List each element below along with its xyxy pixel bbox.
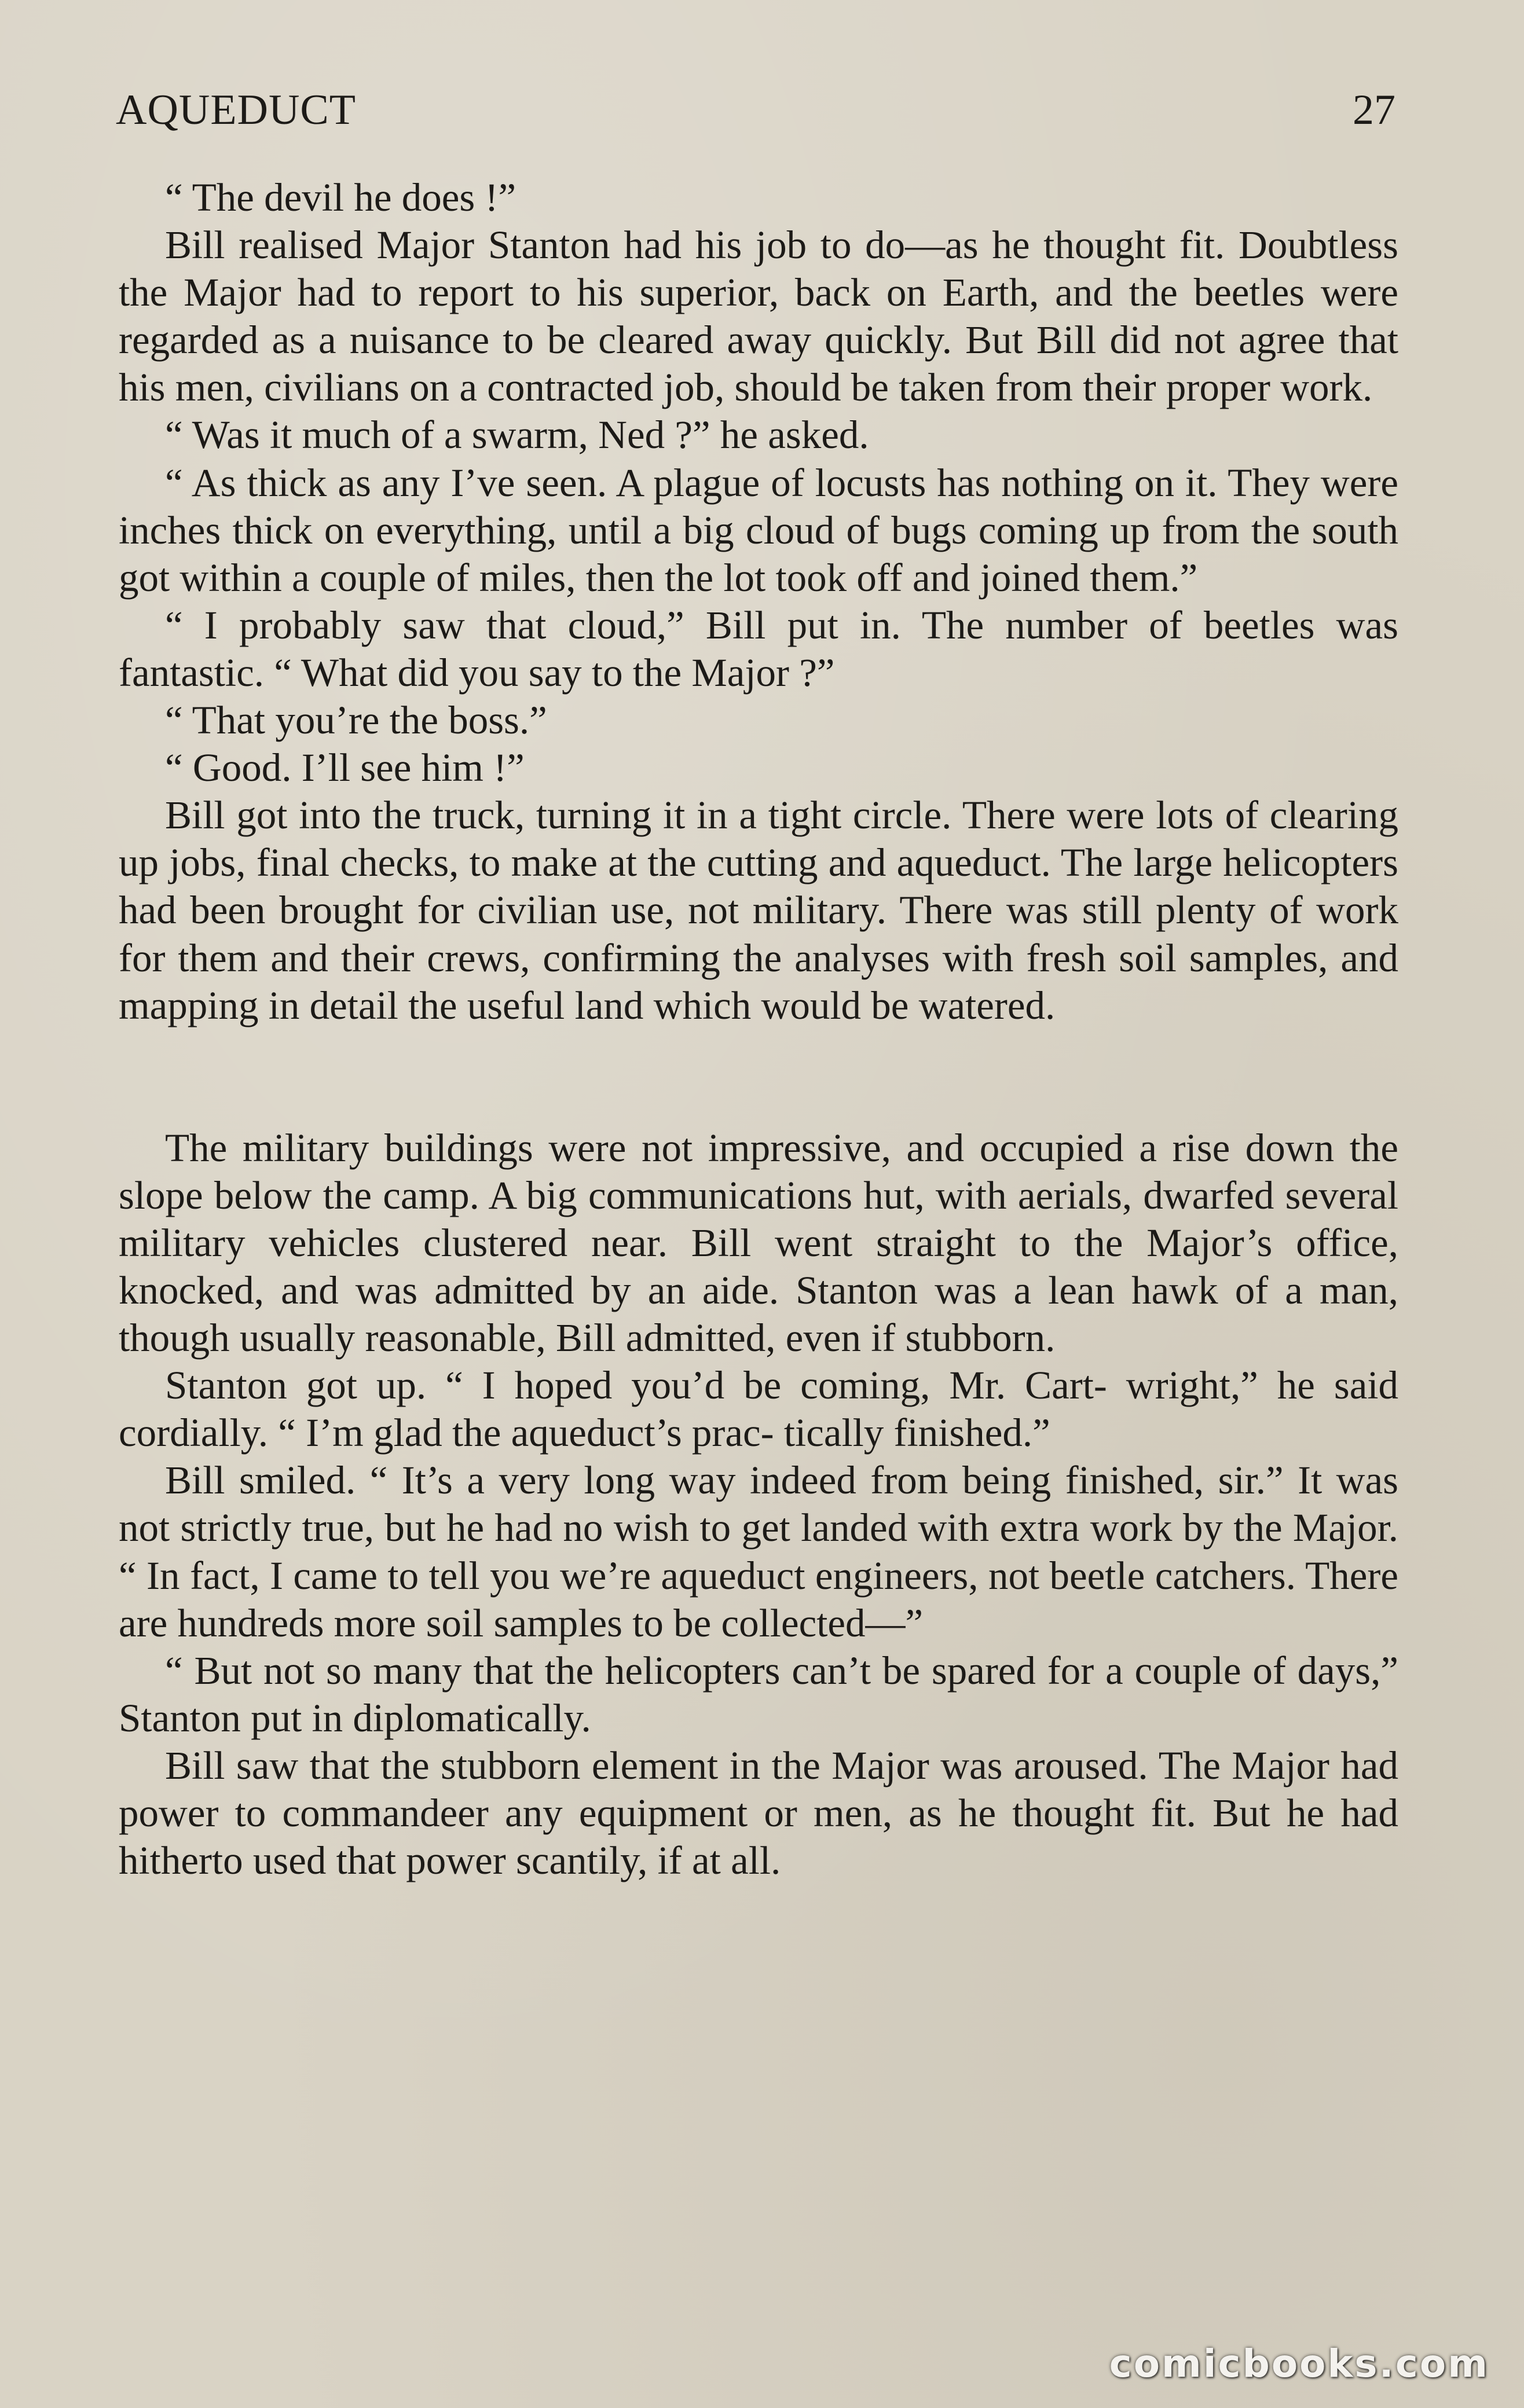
paragraph: “ The devil he does !” <box>165 175 516 219</box>
paragraph: “ Was it much of a swarm, Ned ?” he asked. <box>165 413 869 457</box>
paragraph: Bill smiled. “ It’s a very long way indeed from being finished, sir.” It was not strictly true, but he had no wish to get landed with extra work by the Major. “ In fact, I came to tell you we’re aqueduct engineers, not beetle catchers. There are hundreds more soil samples to be collected—” <box>119 1458 1398 1645</box>
paragraph: Bill got into the truck, turning it in a tight circle. There were lots of clearing up jobs, final checks, to make at the cutting and aqueduct. The large helicopters had been brought for civilian use, not military. There was still plenty of work for them and their crews, confirming the analyses with fresh soil samples, and mapping in detail the useful land which would be watered. <box>119 793 1398 1027</box>
paragraph: Bill realised Major Stanton had his job to do—as he thought fit. Doubtless the Major had to report to his superior, back on Earth, and the beetles were regarded as a nuisance to be cleared away quickly. But Bill did not agree that his men, civilians on a contracted job, should be taken from their proper work. <box>119 223 1398 410</box>
page-number: 27 <box>1353 86 1395 134</box>
body-text <box>119 174 1398 1884</box>
chapter-title: AQUEDUCT <box>116 86 356 134</box>
paragraph: “ But not so many that the helicopters can’t be spared for a couple of days,” Stanton put in diplomatically. <box>119 1648 1398 1740</box>
paragraph: “ As thick as any I’ve seen. A plague of locusts has nothing on it. They were inches thick on everything, until a big cloud of bugs coming up from the south got within a couple of miles, then the lot took off and joined them.” <box>119 460 1398 600</box>
paragraph: “ That you’re the boss.” <box>165 698 547 743</box>
paragraph: The military buildings were not impressive, and occupied a rise down the slope below the camp. A big communications hut, with aerials, dwarfed several military vehicles clustered near. Bill went straight to the Major’s office, knocked, and was admitted by an aide. Stanton was a lean hawk of a man, though usually reasonable, Bill admitted, even if stubborn. <box>119 1125 1398 1360</box>
paragraph: Stanton got up. “ I hoped you’d be coming, Mr. Cart- wright,” he said cordially. “ I’m glad the aqueduct’s prac- tically finished.” <box>119 1363 1398 1455</box>
paragraph: “ I probably saw that cloud,” Bill put in. The number of beetles was fantastic. “ What did you say to the Major ?” <box>119 603 1398 695</box>
running-head <box>116 81 1395 139</box>
site-watermark: comicbooks.com <box>1109 2341 1489 2386</box>
paragraph: Bill saw that the stubborn element in the Major was aroused. The Major had power to commandeer any equipment or men, as he thought fit. But he had hitherto used that power scantily, if at all. <box>119 1743 1398 1883</box>
paragraph: “ Good. I’ll see him !” <box>165 746 525 790</box>
section-break <box>119 1029 1398 1124</box>
